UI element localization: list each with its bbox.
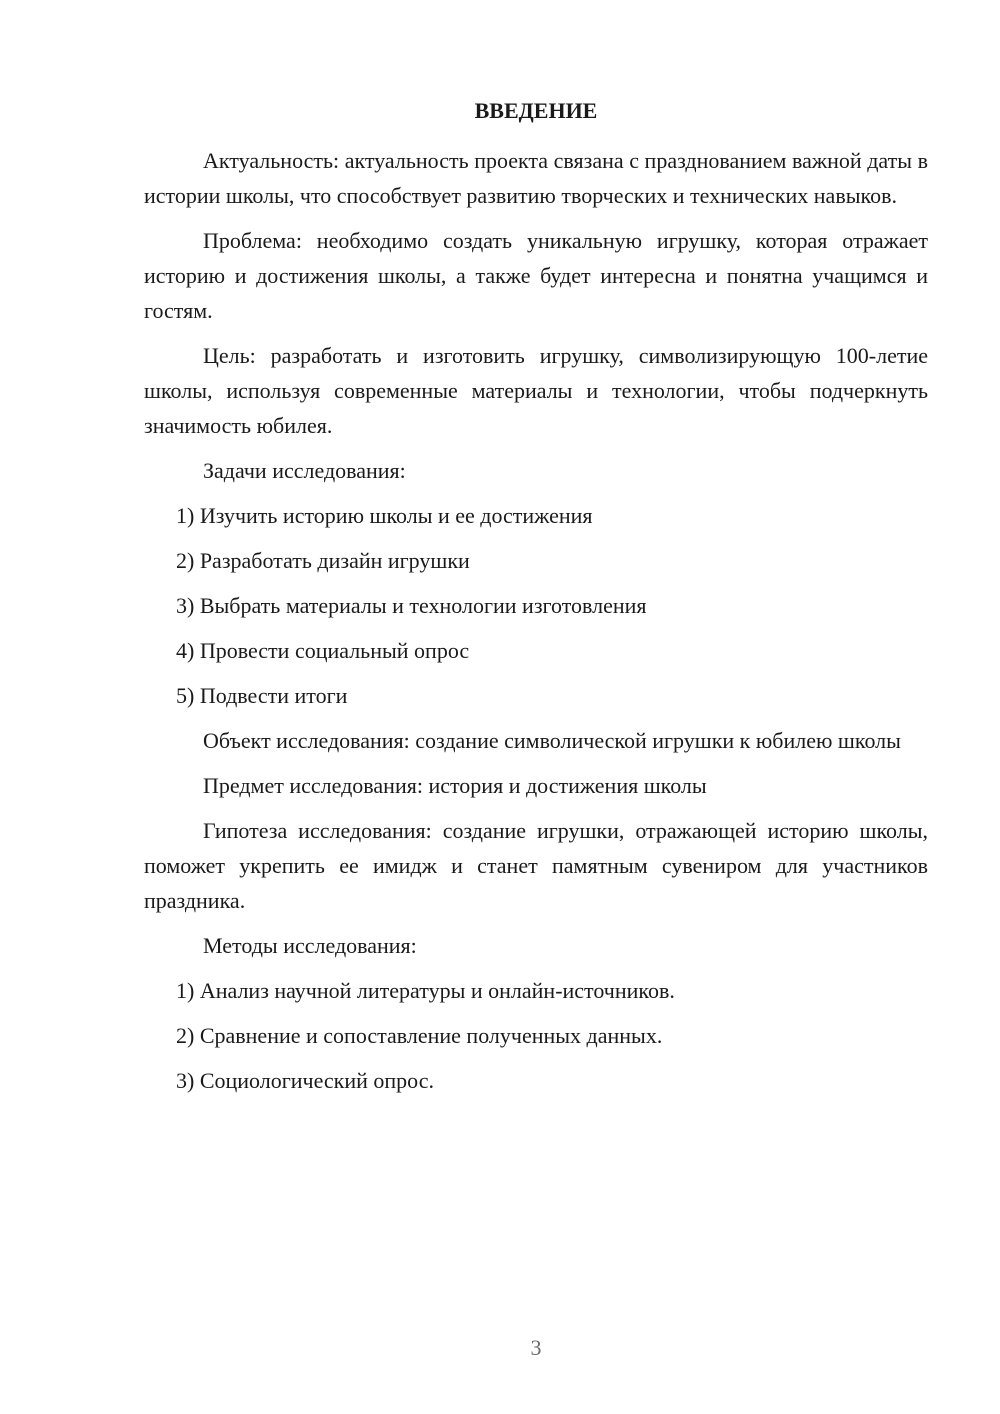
document-body <box>144 143 928 1108</box>
hypothesis-paragraph: Гипотеза исследования: создание игрушки, отражающей историю школы, поможет укрепить ее имидж и станет памятным сувениром для участников праздника. <box>144 818 928 913</box>
list-item: 2) Сравнение и сопоставление полученных данных. <box>176 1023 663 1048</box>
list-item: 1) Изучить историю школы и ее достижения <box>176 503 593 528</box>
list-item: 4) Провести социальный опрос <box>176 638 470 663</box>
list-item: 3) Выбрать материалы и технологии изготовления <box>176 593 647 618</box>
relevance-paragraph: Актуальность: актуальность проекта связана с празднованием важной даты в истории школы, что способствует развитию творческих и технических навыков. <box>144 148 928 208</box>
list-item: 3) Социологический опрос. <box>176 1068 434 1093</box>
methods-list <box>144 973 928 1098</box>
problem-paragraph: Проблема: необходимо создать уникальную игрушку, которая отражает историю и достижения школы, а также будет интересна и понятна учащимся и гостям. <box>144 228 928 323</box>
goal-paragraph: Цель: разработать и изготовить игрушку, символизирующую 100-летие школы, используя современные материалы и технологии, чтобы подчеркнуть значимость юбилея. <box>144 343 928 438</box>
section-title: ВВЕДЕНИЕ <box>474 98 598 123</box>
list-item: 1) Анализ научной литературы и онлайн-источников. <box>176 978 675 1003</box>
subject-paragraph: Предмет исследования: история и достижения школы <box>203 773 707 798</box>
list-item: 2) Разработать дизайн игрушки <box>176 548 470 573</box>
tasks-list <box>144 498 928 713</box>
methods-heading: Методы исследования: <box>203 933 417 958</box>
page-number: 3 <box>530 1335 542 1360</box>
list-item: 5) Подвести итоги <box>176 683 348 708</box>
tasks-heading: Задачи исследования: <box>203 458 406 483</box>
object-paragraph: Объект исследования: создание символической игрушки к юбилею школы <box>203 728 901 753</box>
